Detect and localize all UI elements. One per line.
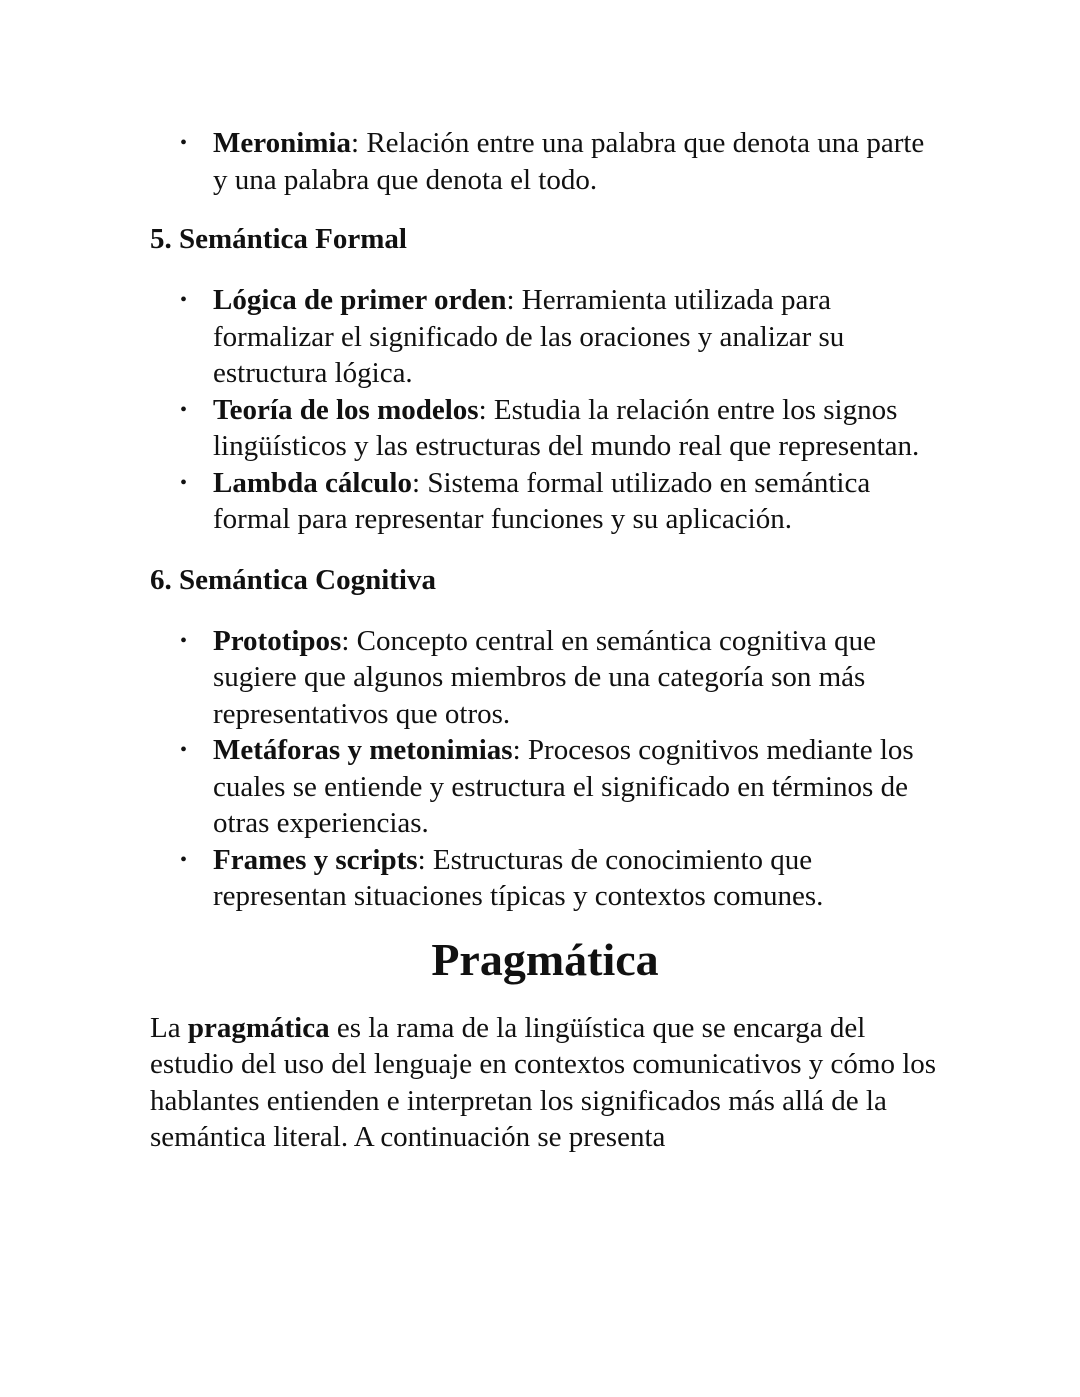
definition: Estructuras de conocimiento que representan situaciones típicas y contextos comunes. (213, 843, 824, 912)
list-item (180, 392, 940, 465)
term: Meronimia (213, 127, 351, 159)
term-separator: : (506, 284, 522, 316)
semantica-cognitiva-list (150, 623, 940, 915)
intro-prefix: La (150, 1011, 188, 1044)
definition: Relación entre una palabra que denota una parte y una palabra que denota el todo. (213, 127, 925, 196)
list-item (180, 125, 940, 198)
bullet-icon: • (180, 398, 188, 421)
bullet-icon: • (180, 289, 188, 311)
list-item (180, 732, 940, 842)
list-item (180, 282, 940, 392)
intro-rest: es la rama de la lingüística que se encarga del estudio del uso del lenguaje en contextos comunicativos y cómo los hablantes entienden e interpretan los significados más allá de la semántica literal. A continuación se presenta (150, 1011, 937, 1153)
term-separator: : (412, 466, 428, 499)
term-separator: : (478, 393, 494, 426)
term-separator: : (512, 734, 528, 766)
term-separator: : (417, 843, 433, 876)
definition: Estudia la relación entre los signos lingüísticos y las estructuras del mundo real que representan. (213, 393, 920, 462)
bullet-icon: • (180, 848, 188, 871)
term: Teoría de los modelos (213, 393, 479, 426)
section-heading-semantica-cognitiva: 6. Semántica Cognitiva (150, 563, 436, 596)
term: Lógica de primer orden (213, 284, 507, 316)
bullet-icon: • (180, 629, 188, 652)
term: Lambda cálculo (213, 466, 412, 499)
page-title-pragmatica: Pragmática (431, 933, 659, 985)
list-item (180, 842, 940, 915)
document-page (150, 125, 940, 1156)
definition: Sistema formal utilizado en semántica formal para representar funciones y su aplicación. (213, 466, 871, 535)
definition: Concepto central en semántica cognitiva que sugiere que algunos miembros de una categoría son más representativos que otros. (213, 624, 877, 730)
semantica-formal-list (150, 282, 940, 538)
definition: Herramienta utilizada para formalizar el significado de las oraciones y analizar su estructura lógica. (213, 284, 845, 389)
list-item (180, 623, 940, 733)
bullet-icon: • (180, 739, 188, 761)
term: Prototipos (213, 624, 342, 657)
term: Metáforas y metonimias (213, 734, 513, 766)
bullet-icon: • (180, 471, 188, 494)
definition: Procesos cognitivos mediante los cuales se entiende y estructura el significado en términos de otras experiencias. (213, 734, 914, 839)
term-separator: : (351, 127, 367, 159)
bullet-icon: • (180, 132, 188, 154)
meronimia-list (150, 125, 940, 198)
term: Frames y scripts (213, 843, 418, 876)
intro-term: pragmática (187, 1011, 330, 1044)
list-item (180, 465, 940, 538)
term-separator: : (341, 624, 357, 657)
intro-paragraph (150, 1010, 940, 1156)
section-heading-semantica-formal: 5. Semántica Formal (150, 223, 407, 255)
